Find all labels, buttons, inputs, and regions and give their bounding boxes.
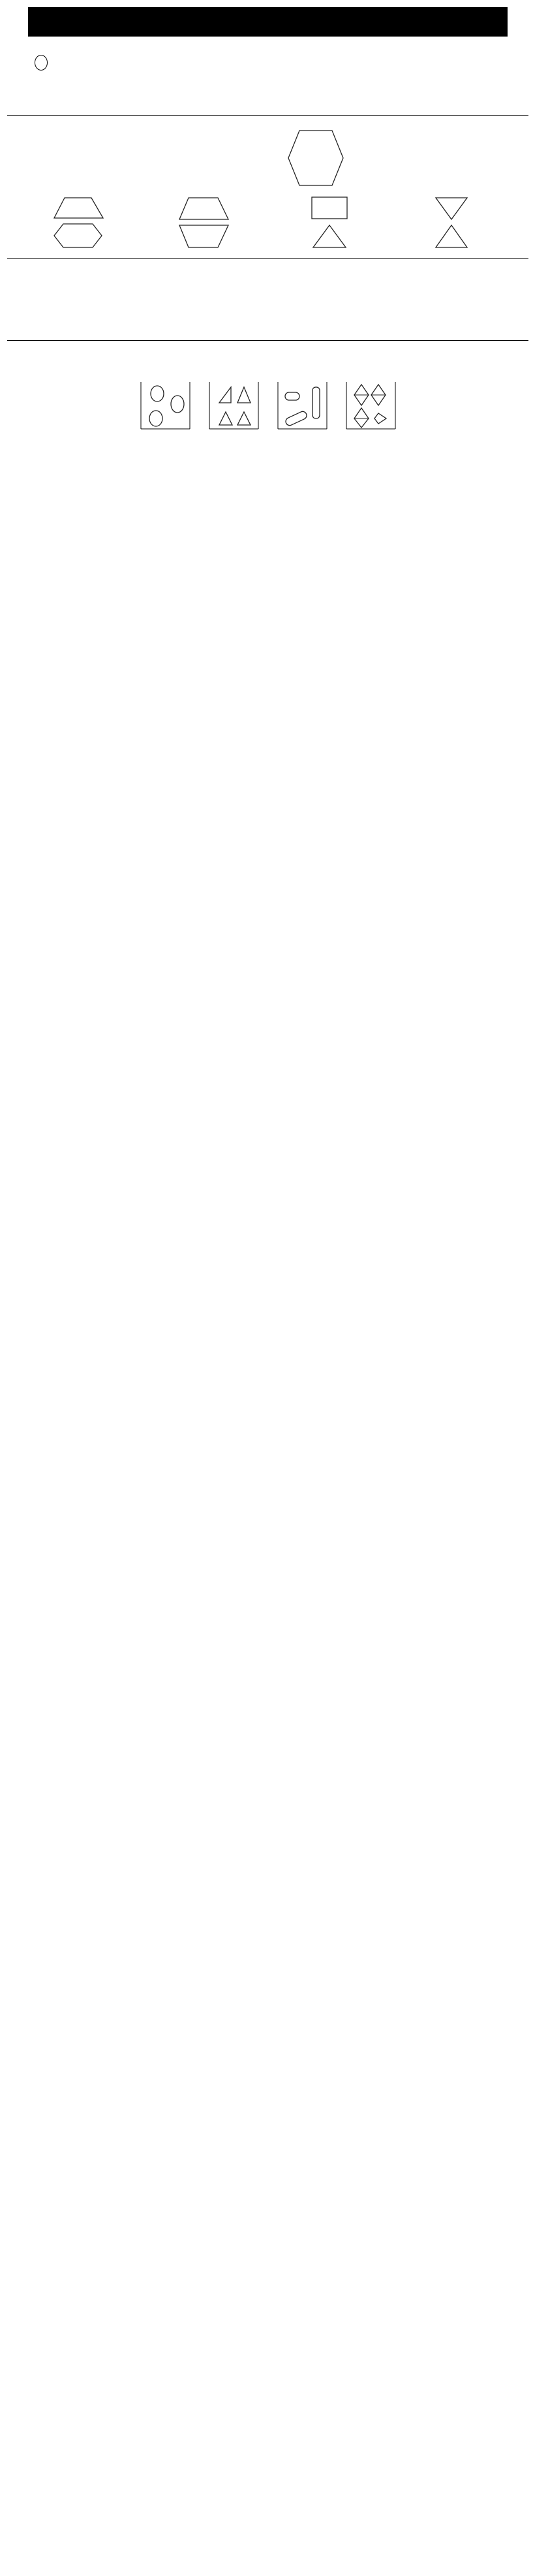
q2-option-b[interactable] bbox=[156, 217, 160, 230]
q1-option-b[interactable] bbox=[156, 87, 160, 101]
rectangle-triangle-icon bbox=[311, 196, 350, 249]
two-triangles-icon bbox=[434, 196, 468, 249]
trapezoid-hexagon-pair-icon bbox=[53, 196, 106, 249]
q3-option-c[interactable] bbox=[288, 314, 292, 328]
section-header-logical-reasoning bbox=[28, 7, 508, 37]
divider bbox=[7, 115, 528, 116]
hexagon-icon bbox=[283, 129, 348, 188]
q2-option-a[interactable] bbox=[31, 217, 35, 230]
dollar-symbol-icon bbox=[35, 55, 48, 71]
q2-option-c[interactable] bbox=[288, 217, 292, 230]
question-1 bbox=[7, 55, 48, 74]
question-4 bbox=[7, 360, 31, 374]
q1-option-a[interactable] bbox=[31, 87, 35, 101]
shape-boxes-figure bbox=[140, 382, 398, 430]
divider bbox=[7, 258, 528, 259]
question-2 bbox=[7, 154, 31, 168]
two-trapezoids-icon bbox=[179, 196, 231, 249]
divider bbox=[7, 340, 528, 341]
q2-option-d[interactable] bbox=[412, 217, 416, 230]
q3-option-b[interactable] bbox=[156, 314, 160, 328]
q1-option-d[interactable] bbox=[412, 87, 416, 101]
q3-option-a[interactable] bbox=[31, 314, 35, 328]
question-3 bbox=[7, 279, 31, 296]
q3-option-d[interactable] bbox=[412, 314, 416, 328]
q1-option-c[interactable] bbox=[288, 87, 292, 101]
